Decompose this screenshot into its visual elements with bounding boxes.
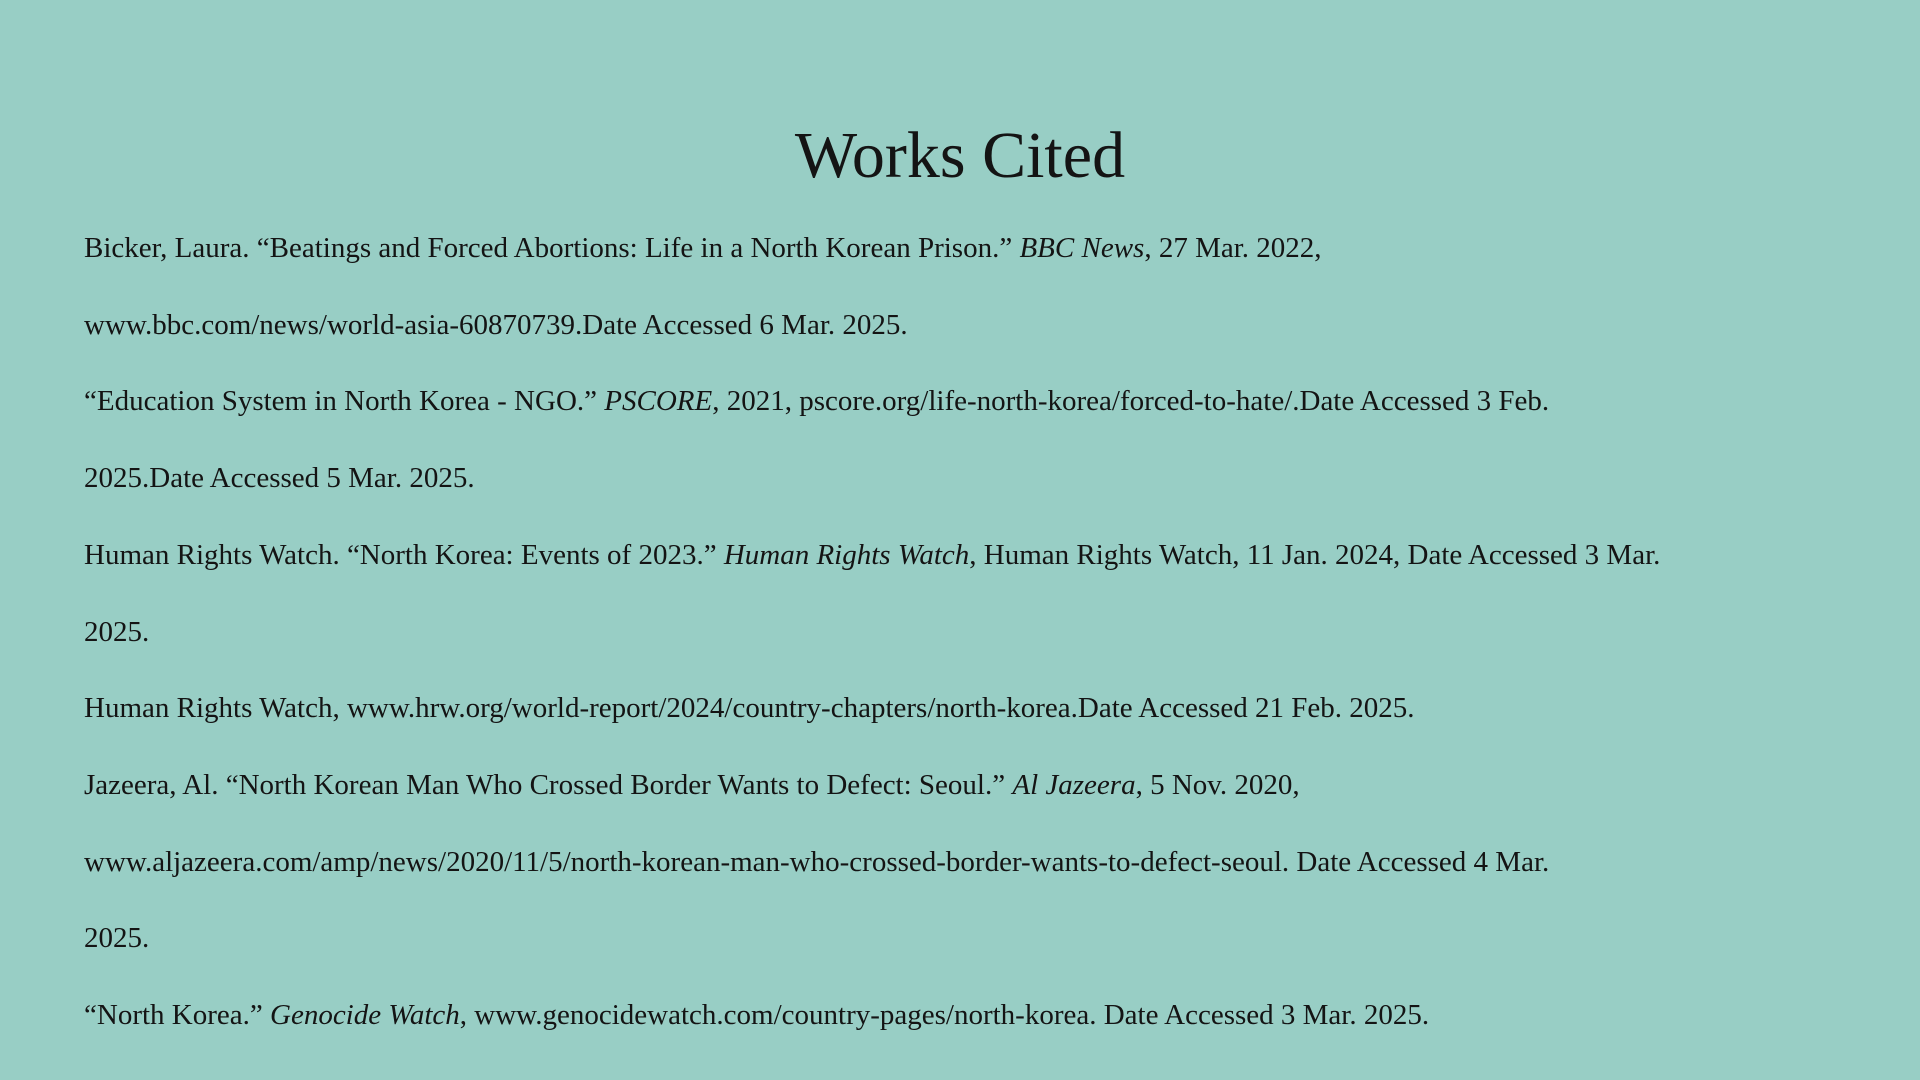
citation-line: “Education System in North Korea - NGO.” PSCORE, 2021, pscore.org/life-north-korea/forced-to-hate/.Date Accessed 3 Feb. — [84, 385, 1550, 418]
source-title: BBC News — [1019, 232, 1145, 264]
citation-line: 2025. — [84, 922, 150, 955]
citation-list — [84, 210, 1844, 1054]
citation-line: “North Korea.” Genocide Watch, www.genocidewatch.com/country-pages/north-korea. Date Accessed 3 Mar. 2025. — [84, 999, 1430, 1032]
source-title: Human Rights Watch — [723, 538, 970, 571]
citation-entry — [84, 363, 1844, 516]
citation-entry — [84, 210, 1844, 363]
citation-line: Human Rights Watch. “North Korea: Events of 2023.” Human Rights Watch, Human Rights Watch, 11 Jan. 2024, Date Accessed 3 Mar. — [84, 538, 1661, 571]
citation-line: www.bbc.com/news/world-asia-60870739.Date Accessed 6 Mar. 2025. — [84, 308, 908, 341]
citation-line: 2025.Date Accessed 5 Mar. 2025. — [84, 462, 475, 495]
source-title: Al Jazeera — [1012, 768, 1136, 801]
citation-entry — [84, 747, 1844, 977]
source-title: Genocide Watch — [270, 999, 460, 1032]
citation-entry — [84, 517, 1844, 670]
citation-entry — [84, 977, 1844, 1054]
citation-line: Human Rights Watch, www.hrw.org/world-report/2024/country-chapters/north-korea.Date Accessed 21 Feb. 2025. — [84, 692, 1415, 725]
page-title: Works Cited — [794, 119, 1126, 192]
source-title: PSCORE — [604, 385, 713, 418]
citation-entry — [84, 670, 1844, 747]
citation-line: Jazeera, Al. “North Korean Man Who Crossed Border Wants to Defect: Seoul.” Al Jazeera, 5 Nov. 2020, — [84, 768, 1300, 801]
citation-line: 2025. — [84, 615, 150, 648]
citation-line: Bicker, Laura. “Beatings and Forced Abortions: Life in a North Korean Prison.” BBC News, 27 Mar. 2022, — [84, 232, 1322, 264]
citation-line: www.aljazeera.com/amp/news/2020/11/5/north-korean-man-who-crossed-border-wants-to-defect-seoul. Date Accessed 4 Mar. — [84, 845, 1550, 878]
